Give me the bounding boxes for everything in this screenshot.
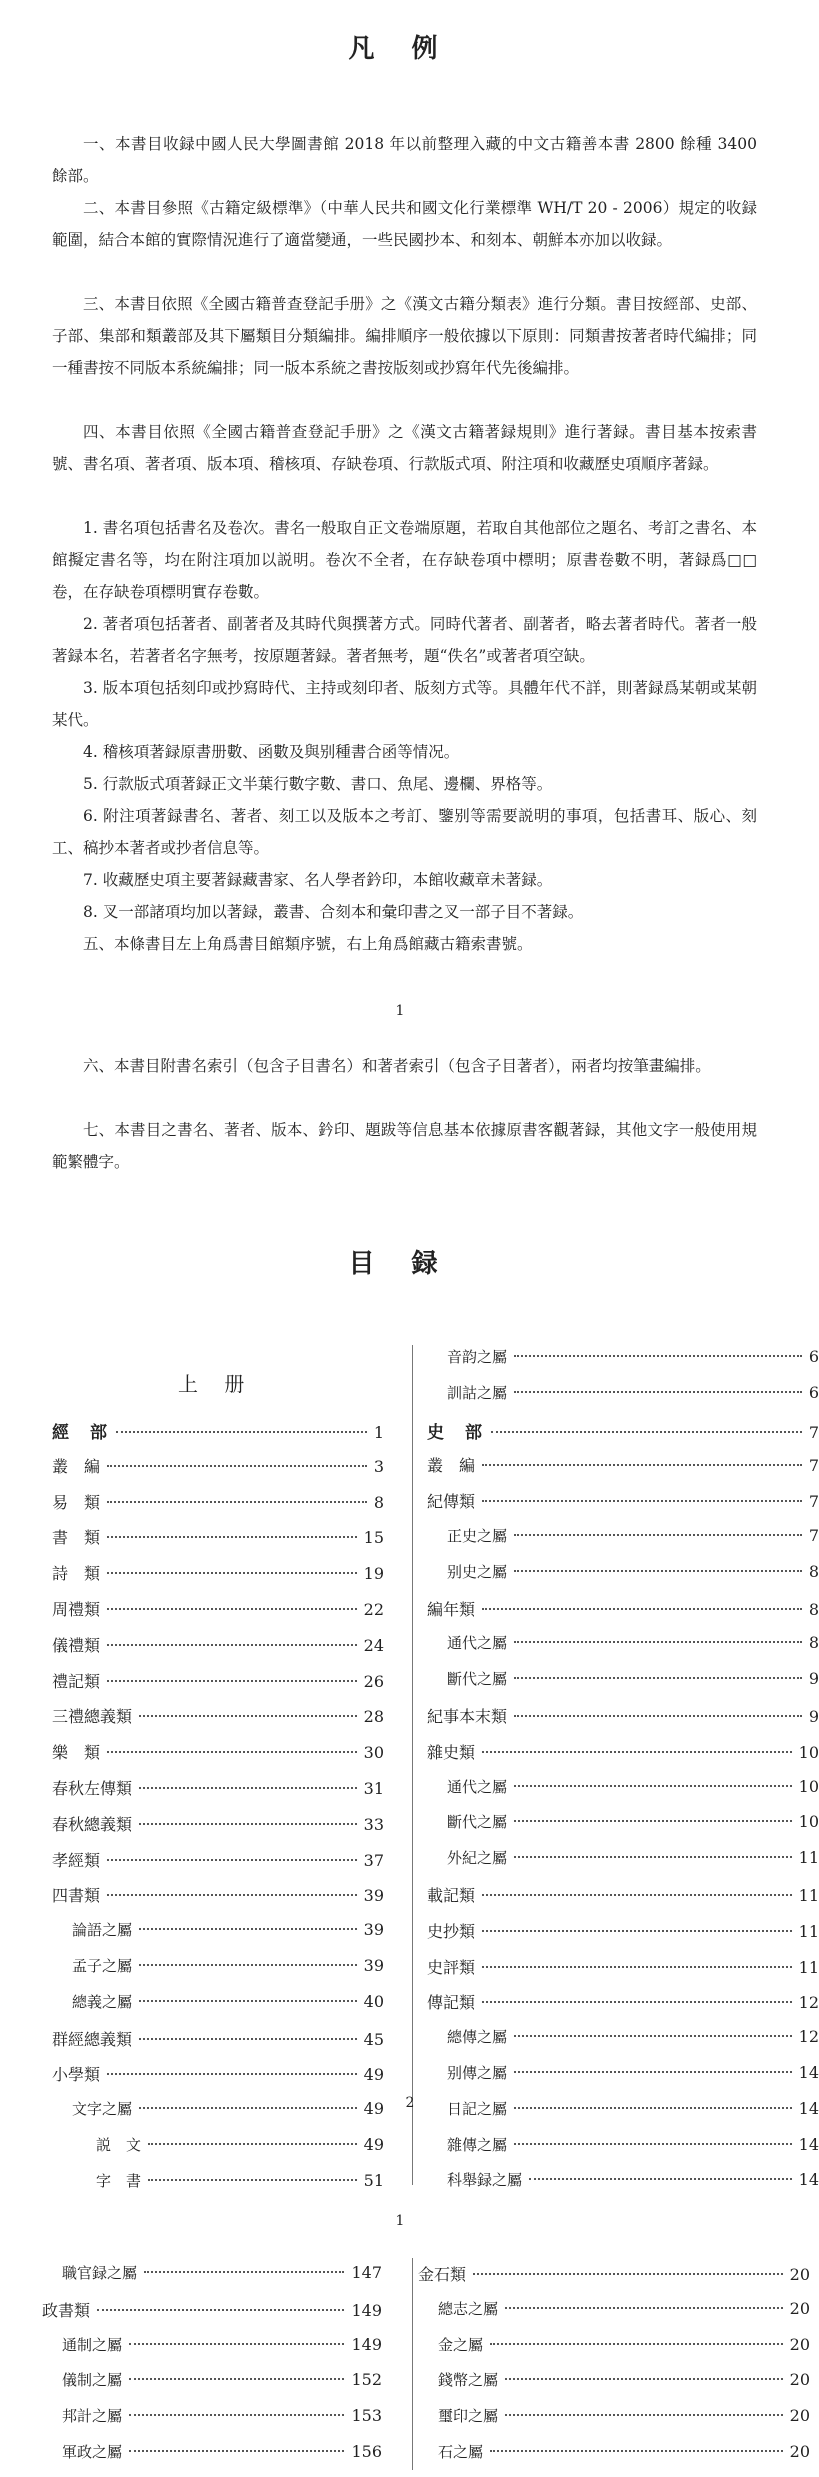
dot-leader — [491, 1431, 802, 1433]
toc-entry[interactable] — [52, 1633, 384, 1669]
toc-entry-page: 11 — [798, 1957, 819, 1977]
toc-entry[interactable] — [52, 1490, 384, 1526]
toc-entry-label: 職官録之屬 — [62, 2264, 138, 2282]
fanli-paragraph: 六、本書目附書名索引（包含子目書名）和著者索引（包含子目著者），兩者均按筆畫編排。 — [83, 1057, 711, 1075]
toc-entry-page: 149 — [351, 2300, 382, 2320]
toc-entry-label: 錢幣之屬 — [438, 2371, 499, 2390]
toc-entry-page: 49 — [363, 2065, 384, 2085]
dot-leader — [139, 1787, 357, 1789]
toc-entry-label: 外紀之屬 — [447, 1849, 508, 1868]
toc-entry-page: 20 — [789, 2334, 810, 2354]
toc-entry-page: 7 — [808, 1422, 819, 1442]
toc-right-column — [427, 1346, 819, 2205]
toc-entry[interactable] — [427, 1668, 819, 1704]
toc-entry-page: 11 — [798, 1885, 819, 1905]
toc-entry-page: 28 — [363, 1707, 384, 1727]
toc-entry[interactable] — [52, 1561, 384, 1597]
fanli-paragraph: 一、本書目收録中國人民大學圖書館 2018 年以前整理入藏的中文古籍善本書 2800 餘種 3400 餘部。 — [52, 135, 757, 185]
toc-entry[interactable] — [427, 1776, 819, 1812]
toc-entry-label: 經 部 — [52, 1423, 109, 1443]
toc-entry-page: 12 — [798, 2027, 819, 2047]
dot-leader — [529, 2178, 792, 2180]
dot-leader — [116, 1431, 367, 1433]
dot-leader — [107, 1680, 357, 1682]
dot-leader — [482, 2001, 792, 2003]
toc-entry-page: 14 — [798, 2134, 819, 2154]
toc-entry-label: 孝經類 — [52, 1850, 101, 1870]
toc-entry-page: 10 — [798, 1742, 819, 1762]
toc-entry-page: 45 — [363, 2029, 384, 2049]
toc-entry-page: 33 — [363, 1814, 384, 1834]
dot-leader — [139, 2038, 357, 2040]
page-number-center: 2 — [405, 2095, 415, 2111]
toc-entry[interactable] — [42, 2405, 382, 2441]
fanli-paragraph: 8. 叉一部諸項均加以著録，叢書、合刻本和彙印書之叉一部子目不著録。 — [83, 903, 584, 921]
toc-title: 目 録 — [348, 1249, 452, 1279]
fanli-paragraph: 五、本條書目左上角爲書目館類序號，右上角爲館藏古籍索書號。 — [83, 935, 533, 953]
toc-entry-label: 雜傳之屬 — [447, 2135, 508, 2154]
toc-entry-label: 儀制之屬 — [62, 2371, 123, 2390]
toc-entry[interactable] — [42, 2262, 382, 2298]
toc-entry-label: 正史之屬 — [447, 1526, 508, 1545]
toc-entry-page: 8 — [808, 1633, 819, 1653]
dot-leader — [129, 2343, 344, 2345]
toc-entry-label: 别傳之屬 — [447, 2063, 508, 2082]
toc-entry-label: 金石類 — [418, 2265, 467, 2284]
dot-leader — [129, 2414, 344, 2416]
toc-entry[interactable] — [418, 2369, 810, 2405]
toc-entry[interactable] — [52, 1454, 384, 1490]
dot-leader — [129, 2450, 344, 2452]
toc-entry-label: 論語之屬 — [72, 1921, 133, 1940]
toc-entry-label: 周禮類 — [52, 1599, 101, 1619]
toc-entry-page: 37 — [363, 1850, 384, 1870]
dot-leader — [514, 1715, 802, 1717]
dot-leader — [514, 1785, 792, 1787]
toc-entry-label: 史抄類 — [427, 1921, 476, 1941]
toc-entry-page: 39 — [363, 1886, 384, 1906]
dot-leader — [129, 2378, 344, 2380]
toc-entry-page: 14 — [798, 2170, 819, 2190]
toc-entry[interactable] — [427, 2169, 819, 2205]
dot-leader — [505, 2414, 783, 2416]
toc-entry-label: 音韵之屬 — [447, 1348, 508, 1366]
toc-entry-label: 日記之屬 — [447, 2099, 508, 2118]
toc-entry[interactable] — [42, 2334, 382, 2370]
toc-entry-label: 斷代之屬 — [447, 1813, 508, 1832]
toc-entry-label: 載記類 — [427, 1885, 476, 1905]
dot-leader — [514, 2071, 792, 2073]
toc-entry[interactable] — [418, 2298, 810, 2334]
page-number: 1 — [395, 1003, 405, 1019]
toc-entry[interactable] — [427, 1847, 819, 1883]
fanli-paragraph: 三、本書目依照《全國古籍普查登記手册》之《漢文古籍分類表》進行分類。書目按經部、史部、子部、集部和類叢部及其下屬類目分類編排。編排順序一般依據以下原則：同類書按著者時代編排；同一種書按不同版本系統編排；同一版本系統之書按版刻或抄寫年代先後編排。 — [52, 295, 757, 377]
toc-entry[interactable] — [427, 1489, 819, 1525]
toc-entry-label: 叢 編 — [52, 1456, 101, 1476]
toc-entry-label: 編年類 — [427, 1599, 476, 1619]
column-divider — [412, 1345, 413, 2185]
toc-entry-label: 通代之屬 — [447, 1634, 508, 1653]
toc-entry-page: 8 — [808, 1561, 819, 1581]
dot-leader — [107, 1644, 357, 1646]
toc-entry[interactable] — [427, 1561, 819, 1597]
dot-leader — [107, 1751, 357, 1753]
toc-entry-page: 22 — [363, 1599, 384, 1619]
toc-entry-label: 訓詁之屬 — [447, 1383, 508, 1402]
toc-entry[interactable] — [418, 2334, 810, 2370]
dot-leader — [482, 1930, 792, 1932]
toc-entry[interactable] — [427, 1740, 819, 1776]
toc-entry-label: 文字之屬 — [72, 2100, 133, 2119]
toc-entry-label: 詩 類 — [52, 1564, 101, 1584]
dot-leader — [97, 2309, 344, 2311]
column-divider-2 — [412, 2258, 413, 2470]
dot-leader — [505, 2378, 783, 2380]
toc-entry-label: 軍政之屬 — [62, 2442, 123, 2461]
toc-entry[interactable] — [52, 1776, 384, 1812]
fanli-paragraph: 6. 附注項著録書名、著者、刻工以及版本之考訂、鑒别等需要説明的事項，包括書耳、版心、刻工、稿抄本著者或抄者信息等。 — [52, 807, 757, 857]
toc-entry-page: 30 — [363, 1743, 384, 1763]
toc-entry[interactable] — [52, 1919, 384, 1955]
toc-entry-label: 三禮總義類 — [52, 1707, 133, 1727]
toc-entry[interactable] — [427, 2134, 819, 2170]
toc-entry-page: 40 — [363, 1991, 384, 2011]
dot-leader — [514, 1534, 802, 1536]
toc-entry-page: 15 — [363, 1528, 384, 1548]
toc-entry[interactable] — [42, 2369, 382, 2405]
toc-entry-page: 14 — [798, 2098, 819, 2118]
toc-entry-label: 樂 類 — [52, 1743, 101, 1763]
dot-leader — [139, 1715, 357, 1717]
fanli-paragraph: 4. 稽核項著録原書册數、函數及與别種書合函等情况。 — [83, 743, 460, 761]
toc-entry[interactable] — [427, 1453, 819, 1489]
toc-entry-page: 24 — [363, 1635, 384, 1655]
dot-leader — [139, 2000, 357, 2002]
dot-leader — [107, 1501, 367, 1503]
dot-leader — [514, 1355, 802, 1357]
toc-entry-page: 8 — [808, 1599, 819, 1619]
toc-entry[interactable] — [427, 1919, 819, 1955]
toc-entry-page: 11 — [798, 1921, 819, 1941]
dot-leader — [107, 1608, 357, 1610]
toc-entry[interactable] — [42, 2298, 382, 2334]
toc-entry-label: 字 書 — [96, 2171, 142, 2190]
toc-entry-page: 20 — [789, 2370, 810, 2390]
toc-entry[interactable] — [427, 1883, 819, 1919]
toc-entry-page: 39 — [363, 1955, 384, 1975]
toc-entry-label: 紀傳類 — [427, 1492, 476, 1512]
toc-entry[interactable] — [427, 1346, 819, 1382]
toc-entry-page: 19 — [363, 1564, 384, 1584]
toc-entry[interactable] — [42, 2441, 382, 2477]
toc-entry-page: 49 — [363, 2099, 384, 2119]
toc-entry-page: 39 — [363, 1920, 384, 1940]
toc-entry[interactable] — [52, 2170, 384, 2206]
toc-entry-label: 史 部 — [427, 1422, 484, 1443]
volume-title: 上 册 — [178, 1372, 255, 1396]
toc-entry-page: 8 — [373, 1492, 384, 1512]
dot-leader — [148, 2179, 357, 2181]
dot-leader — [107, 1536, 357, 1538]
dot-leader — [482, 1751, 792, 1753]
fanli-paragraph: 四、本書目依照《全國古籍普查登記手册》之《漢文古籍著録規則》進行著録。書目基本按索書號、書名項、著者項、版本項、稽核項、存缺卷項、行款版式項、附注項和收藏歷史項順序著録。 — [52, 423, 757, 473]
dot-leader — [148, 2143, 357, 2145]
toc-entry-label: 紀事本末類 — [427, 1706, 508, 1726]
dot-leader — [505, 2307, 783, 2309]
dot-leader — [514, 1820, 792, 1822]
dot-leader — [514, 1856, 792, 1858]
dot-leader — [514, 1677, 802, 1679]
toc-entry[interactable] — [427, 1382, 819, 1418]
toc-entry-page: 10 — [798, 1812, 819, 1832]
toc-entry[interactable] — [427, 1704, 819, 1740]
dot-leader — [107, 1859, 357, 1861]
toc-entry-label: 春秋總義類 — [52, 1814, 133, 1834]
toc-entry[interactable] — [418, 2262, 810, 2298]
toc-entry[interactable] — [52, 2027, 384, 2063]
toc-entry[interactable] — [427, 2026, 819, 2062]
fanli-paragraph: 5. 行款版式項著録正文半葉行數字數、書口、魚尾、邊欄、界格等。 — [83, 775, 553, 793]
dot-leader — [107, 1572, 357, 1574]
toc-entry-page: 9 — [808, 1669, 819, 1689]
dot-leader — [482, 1608, 802, 1610]
toc-entry[interactable] — [52, 1991, 384, 2027]
toc-entry-page: 1 — [373, 1423, 384, 1442]
fanli-paragraph: 7. 收藏歷史項主要著録藏書家、名人學者鈐印，本館收藏章未著録。 — [83, 871, 553, 889]
toc-entry-page: 6 — [808, 1382, 819, 1402]
page-number: 1 — [395, 2213, 405, 2229]
toc-entry-page: 7 — [808, 1456, 819, 1476]
toc-entry[interactable] — [427, 1955, 819, 1991]
toc-entry-label: 總志之屬 — [438, 2299, 499, 2318]
toc-entry[interactable] — [52, 1669, 384, 1705]
toc-entry[interactable] — [427, 1990, 819, 2026]
toc-entry-label: 邦計之屬 — [62, 2407, 123, 2426]
toc-entry-page: 11 — [798, 1848, 819, 1868]
toc-entry[interactable] — [427, 1811, 819, 1847]
toc-entry[interactable] — [418, 2405, 810, 2441]
fanli-title: 凡 例 — [348, 34, 452, 64]
toc-entry-label: 通制之屬 — [62, 2335, 123, 2354]
dot-leader — [482, 1500, 802, 1502]
toc-entry-label: 雜史類 — [427, 1742, 476, 1762]
toc-entry-label: 科舉録之屬 — [447, 2171, 523, 2190]
toc-entry-label: 通代之屬 — [447, 1777, 508, 1796]
toc-entry-page: 7 — [808, 1492, 819, 1512]
toc-entry-label: 易 類 — [52, 1492, 101, 1512]
toc-left-column — [52, 1418, 384, 2206]
toc-entry-label: 史評類 — [427, 1957, 476, 1977]
toc-entry-label: 孟子之屬 — [72, 1956, 133, 1975]
dot-leader — [514, 1570, 802, 1572]
toc-entry[interactable] — [52, 1812, 384, 1848]
dot-leader — [514, 1391, 802, 1393]
fanli-paragraph: 七、本書目之書名、著者、版本、鈐印、題跋等信息基本依據原書客觀著録，其他文字一般使用規範繁體字。 — [52, 1121, 757, 1171]
toc-entry[interactable] — [418, 2441, 810, 2477]
toc-entry[interactable] — [52, 1597, 384, 1633]
toc-entry-page: 20 — [789, 2265, 810, 2284]
toc-entry[interactable] — [427, 1597, 819, 1633]
dot-leader — [482, 1464, 802, 1466]
toc-entry-page: 20 — [789, 2441, 810, 2461]
fanli-paragraph: 2. 著者項包括著者、副著者及其時代與撰著方式。同時代著者、副著者，略去著者時代。著者一般著録本名，若著者名字無考，按原題著録。著者無考，題“佚名”或著者項空缺。 — [52, 615, 757, 665]
dot-leader — [514, 2143, 792, 2145]
toc2-right-column — [418, 2262, 810, 2477]
toc-entry-page: 51 — [363, 2170, 384, 2190]
toc-entry-page: 149 — [351, 2334, 382, 2354]
toc-entry-label: 政書類 — [42, 2300, 91, 2320]
toc-entry[interactable] — [52, 1525, 384, 1561]
toc-entry-label: 總傳之屬 — [447, 2028, 508, 2047]
toc-entry-label: 石之屬 — [438, 2442, 484, 2461]
toc-entry[interactable] — [427, 2062, 819, 2098]
toc-entry-label: 書 類 — [52, 1528, 101, 1548]
toc-entry[interactable] — [52, 1418, 384, 1454]
toc-entry[interactable] — [52, 2062, 384, 2098]
toc-entry-page: 156 — [351, 2441, 382, 2461]
toc-entry[interactable] — [427, 1525, 819, 1561]
toc-entry[interactable] — [52, 2134, 384, 2170]
toc-entry-page: 20 — [789, 2406, 810, 2426]
toc-entry-label: 四書類 — [52, 1886, 101, 1906]
fanli-paragraph: 1. 書名項包括書名及卷次。書名一般取自正文卷端原題，若取自其他部位之題名、考訂之書名、本館擬定書名等，均在附注項加以説明。卷次不全者，在存缺卷項中標明；原書卷數不明，著録爲□□卷，在存缺卷項標明實存卷數。 — [52, 519, 757, 601]
toc-entry-page: 153 — [351, 2406, 382, 2426]
toc-entry-label: 璽印之屬 — [438, 2407, 499, 2426]
fanli-paragraph: 3. 版本項包括刻印或抄寫時代、主持或刻印者、版刻方式等。具體年代不詳，則著録爲某朝或某朝某代。 — [52, 679, 757, 729]
toc-entry-page: 49 — [363, 2134, 384, 2154]
toc-entry[interactable] — [52, 1740, 384, 1776]
dot-leader — [107, 2073, 357, 2075]
dot-leader — [514, 2035, 792, 2037]
dot-leader — [139, 1928, 357, 1930]
dot-leader — [490, 2343, 783, 2345]
dot-leader — [139, 1823, 357, 1825]
toc-entry-page: 152 — [351, 2370, 382, 2390]
toc-entry-label: 説 文 — [96, 2135, 142, 2154]
toc-entry-page: 12 — [798, 1993, 819, 2013]
toc-entry-label: 叢 編 — [427, 1456, 476, 1476]
toc-entry-page: 14 — [798, 2062, 819, 2082]
toc-entry-label: 儀禮類 — [52, 1635, 101, 1655]
toc-entry-label: 傳記類 — [427, 1993, 476, 2013]
toc-entry-label: 總義之屬 — [72, 1992, 133, 2011]
dot-leader — [473, 2273, 783, 2275]
toc-entry-page: 147 — [351, 2263, 382, 2282]
toc-entry-page: 3 — [373, 1456, 384, 1476]
toc-entry[interactable] — [52, 1955, 384, 1991]
dot-leader — [514, 1641, 802, 1643]
dot-leader — [482, 1966, 792, 1968]
fanli-paragraph: 二、本書目參照《古籍定級標準》（中華人民共和國文化行業標準 WH/T 20 - 2006）規定的收録範圍，結合本館的實際情況進行了適當變通，一些民國抄本、和刻本、朝鮮本亦加以收録。 — [52, 199, 757, 249]
toc-entry[interactable] — [427, 1632, 819, 1668]
dot-leader — [482, 1894, 792, 1896]
dot-leader — [490, 2450, 783, 2452]
toc-entry-page: 10 — [798, 1776, 819, 1796]
toc-entry-label: 小學類 — [52, 2065, 101, 2085]
dot-leader — [107, 1894, 357, 1896]
toc-entry-page: 9 — [808, 1706, 819, 1726]
toc-entry-page: 6 — [808, 1347, 819, 1366]
toc-entry-page: 20 — [789, 2298, 810, 2318]
toc-entry-label: 别史之屬 — [447, 1562, 508, 1581]
toc-entry-page: 26 — [363, 1671, 384, 1691]
toc-entry-label: 斷代之屬 — [447, 1670, 508, 1689]
dot-leader — [144, 2271, 344, 2273]
dot-leader — [107, 1465, 367, 1467]
toc-entry[interactable] — [52, 1848, 384, 1884]
toc-entry-label: 金之屬 — [438, 2335, 484, 2354]
toc-entry-label: 禮記類 — [52, 1671, 101, 1691]
dot-leader — [139, 1964, 357, 1966]
toc-entry-label: 春秋左傳類 — [52, 1778, 133, 1798]
toc-entry[interactable] — [52, 1883, 384, 1919]
toc2-left-column — [42, 2262, 382, 2477]
toc-entry[interactable] — [52, 1704, 384, 1740]
toc-entry-page: 7 — [808, 1525, 819, 1545]
toc-entry-label: 群經總義類 — [52, 2029, 133, 2049]
toc-entry[interactable] — [427, 1418, 819, 1454]
toc-entry-page: 31 — [363, 1778, 384, 1798]
